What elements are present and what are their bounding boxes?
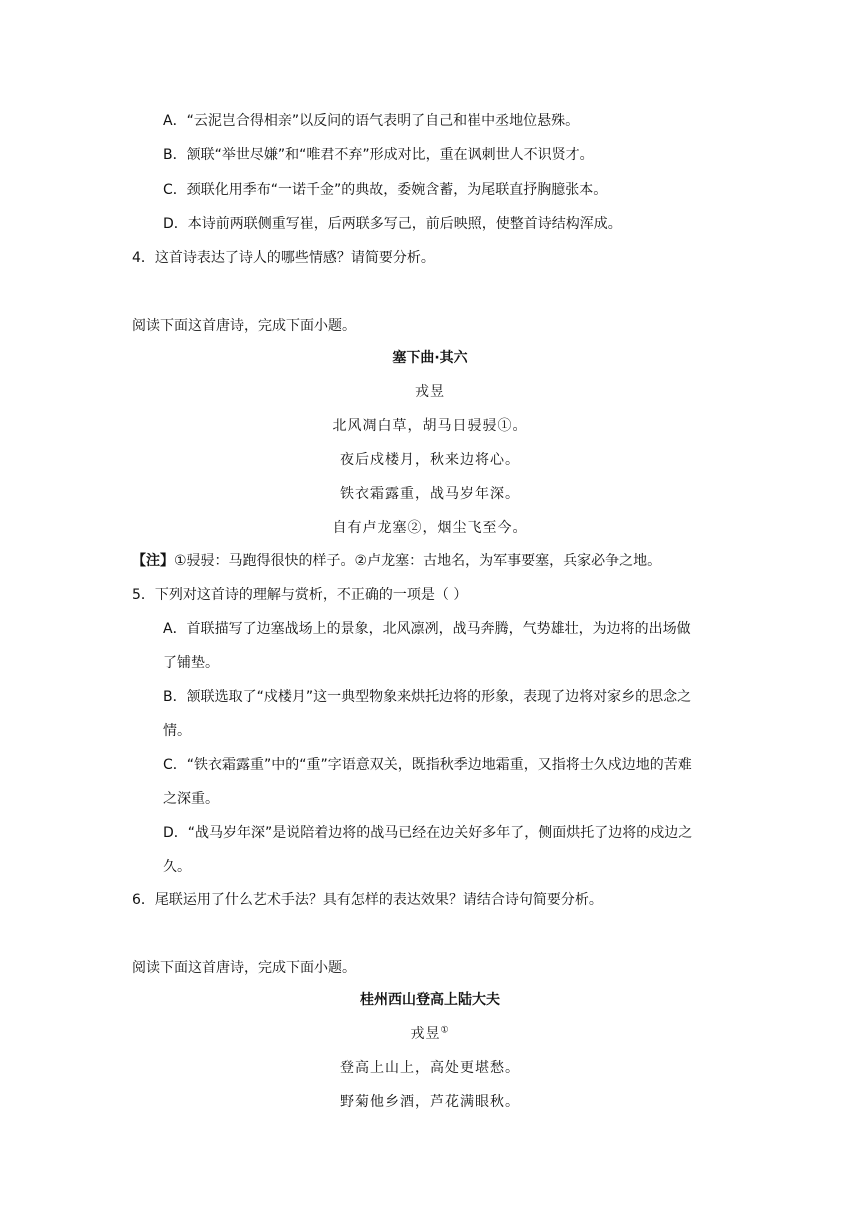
poem-2-line-1: 登高上山上，高处更堪愁。 [340, 1060, 520, 1076]
q5-option-a-line1: A．首联描写了边塞战场上的景象，北风凛冽，战马奔腾，气势雄壮，为边将的出场做 [163, 621, 691, 637]
poem-line-4: 自有卢龙塞②，烟尘飞至今。 [332, 520, 528, 536]
q5-option-c-line2: 之深重。 [163, 791, 219, 807]
option-a: A．“云泥岂合得相亲”以反问的语气表明了自己和崔中丞地位悬殊。 [163, 113, 580, 129]
q5-option-d-line1: D．“战马岁年深”是说陪着边将的战马已经在边关好多年了，侧面烘托了边将的戍边之 [163, 825, 693, 841]
poem-title: 塞下曲·其六 [392, 350, 468, 366]
poem-2-line-2: 野菊他乡酒，芦花满眼秋。 [340, 1094, 520, 1110]
option-b: B．颔联“举世尽嫌”和“唯君不弃”形成对比，重在讽刺世人不识贤才。 [163, 147, 594, 163]
option-c: C．颈联化用季布“一诺千金”的典故，委婉含蓄，为尾联直抒胸臆张本。 [163, 182, 608, 198]
reading-instruction-2: 阅读下面这首唐诗，完成下面小题。 [132, 960, 356, 976]
q5-option-d-line2: 久。 [163, 859, 191, 875]
reading-instruction: 阅读下面这首唐诗，完成下面小题。 [132, 318, 356, 334]
q5-option-c-line1: C．“铁衣霜露重”中的“重”字语意双关，既指秋季边地霜重，又指将士久戍边地的苦难 [163, 757, 692, 773]
poem-author: 戎昱 [415, 384, 445, 400]
poem-author-2 [0, 1024, 860, 1044]
poem-author-2-name: 戎昱 [410, 1026, 441, 1042]
question-5: 5．下列对这首诗的理解与赏析，不正确的一项是（ ） [132, 587, 468, 603]
annotation-text: ①骎骎：马跑得很快的样子。②卢龙塞：古地名，为军事要塞，兵家必争之地。 [174, 553, 662, 569]
poem-line-1: 北风凋白草，胡马日骎骎①。 [332, 418, 528, 434]
q5-option-b-line1: B．颔联选取了“戍楼月”这一典型物象来烘托边将的形象，表现了边将对家乡的思念之 [163, 689, 692, 705]
annotation [132, 551, 661, 571]
poem-line-3: 铁衣霜露重，战马岁年深。 [340, 486, 520, 502]
poem-line-2: 夜后戍楼月，秋来边将心。 [340, 452, 520, 468]
poem-title-2: 桂州西山登高上陆大夫 [360, 992, 500, 1008]
option-d: D．本诗前两联侧重写崔，后两联多写己，前后映照，使整首诗结构浑成。 [163, 216, 622, 232]
annotation-mark: 【注】 [132, 553, 174, 569]
question-4: 4．这首诗表达了诗人的哪些情感？请简要分析。 [132, 250, 435, 266]
q5-option-a-line2: 了铺垫。 [163, 655, 219, 671]
q5-option-b-line2: 情。 [163, 723, 191, 739]
author-footnote-mark: ① [440, 1025, 450, 1036]
question-6: 6．尾联运用了什么艺术手法？具有怎样的表达效果？请结合诗句简要分析。 [132, 892, 603, 908]
